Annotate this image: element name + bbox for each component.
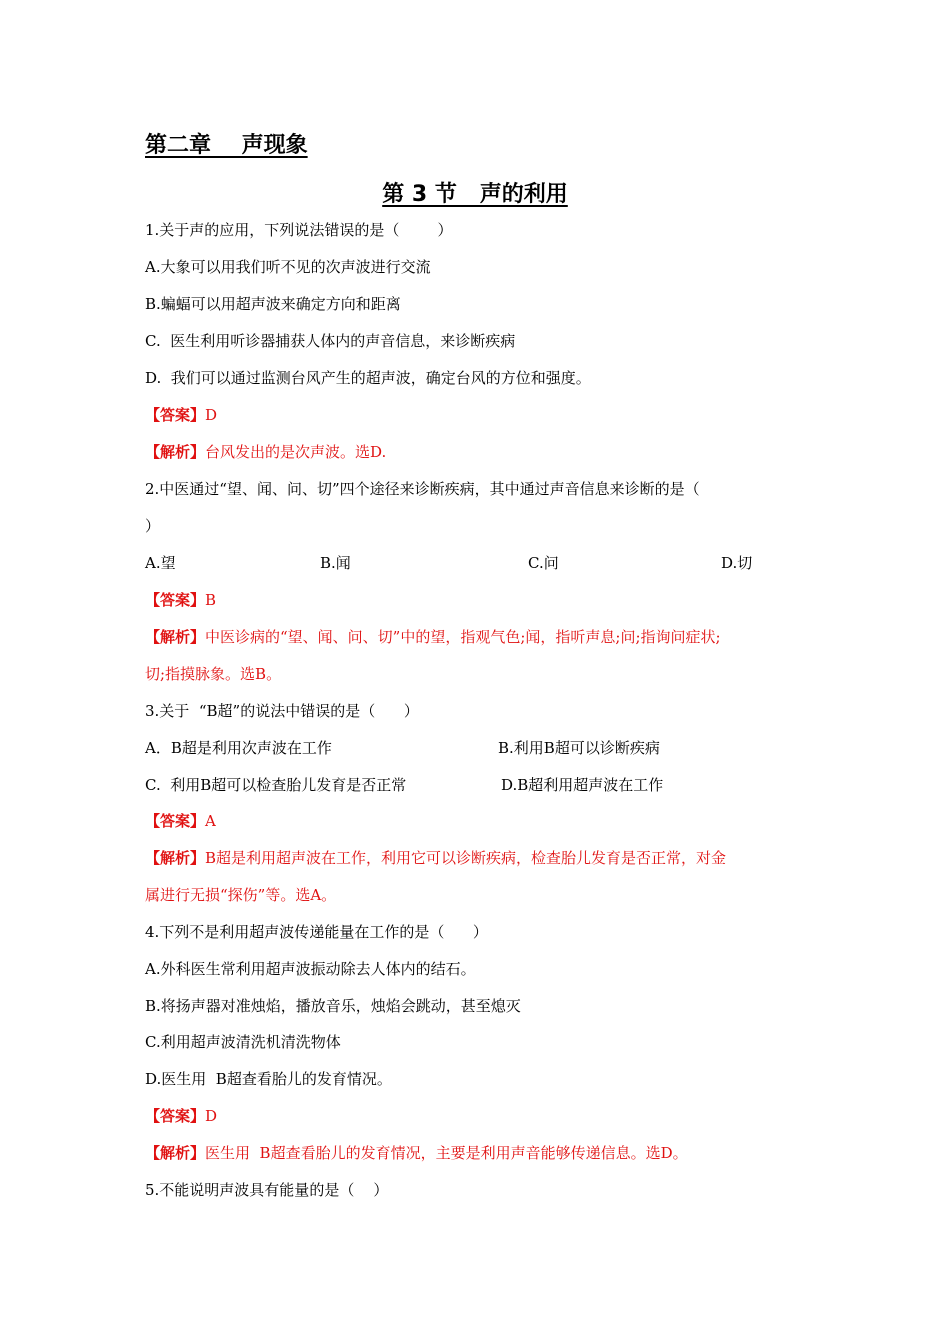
question-4-analysis bbox=[145, 1143, 688, 1163]
question-1-answer bbox=[145, 405, 217, 425]
question-2-stem-cont: ） bbox=[145, 517, 161, 535]
question-1-stem: 1.关于声的应用，下列说法错误的是（ ） bbox=[145, 221, 453, 239]
analysis-label: 【解析】 bbox=[145, 1144, 206, 1162]
question-3-analysis bbox=[145, 848, 726, 868]
question-4-answer bbox=[145, 1106, 217, 1126]
answer-value: A bbox=[205, 812, 216, 830]
analysis-text: 中医诊病的“望、闻、问、切”中的望，指观气色;闻，指听声息;问;指询问症状; bbox=[205, 628, 721, 646]
question-3-analysis-cont: 属进行无损“探伤”等。选A。 bbox=[145, 886, 337, 904]
answer-label: 【答案】 bbox=[145, 1107, 206, 1125]
answer-value: D bbox=[205, 406, 218, 424]
question-2-answer bbox=[145, 590, 216, 610]
question-1-option-a: A.大象可以用我们听不见的次声波进行交流 bbox=[145, 258, 431, 276]
answer-value: D bbox=[205, 1107, 218, 1125]
question-4-option-d: D.医生用 B超查看胎儿的发育情况。 bbox=[145, 1070, 392, 1088]
question-2-option-a: A.望 bbox=[145, 554, 176, 572]
answer-label: 【答案】 bbox=[145, 406, 206, 424]
question-1-analysis bbox=[145, 442, 386, 462]
question-3-option-c: C. 利用B超可以检查胎儿发育是否正常 bbox=[145, 776, 407, 794]
question-3-answer bbox=[145, 811, 216, 831]
chapter-title: 第二章 声现象 bbox=[145, 133, 308, 158]
question-2-analysis bbox=[145, 627, 721, 647]
analysis-label: 【解析】 bbox=[145, 628, 206, 646]
question-3-stem: 3.关于 “B超”的说法中错误的是（ ） bbox=[145, 702, 419, 720]
question-1-option-c: C. 医生利用听诊器捕获人体内的声音信息，来诊断疾病 bbox=[145, 332, 516, 350]
question-2-option-b: B.闻 bbox=[320, 554, 351, 572]
question-2-stem: 2.中医通过“望、闻、问、切”四个途径来诊断疾病，其中通过声音信息来诊断的是（ bbox=[145, 480, 700, 498]
analysis-label: 【解析】 bbox=[145, 849, 206, 867]
answer-label: 【答案】 bbox=[145, 591, 206, 609]
question-1-option-d: D. 我们可以通过监测台风产生的超声波，确定台风的方位和强度。 bbox=[145, 369, 591, 387]
question-2-option-d: D.切 bbox=[721, 554, 753, 572]
analysis-text: 台风发出的是次声波。选D. bbox=[205, 443, 387, 461]
question-3-option-b: B.利用B超可以诊断疾病 bbox=[498, 739, 660, 757]
question-1-option-b: B.蝙蝠可以用超声波来确定方向和距离 bbox=[145, 295, 401, 313]
question-5-stem: 5.不能说明声波具有能量的是（ ） bbox=[145, 1181, 389, 1199]
question-4-stem: 4.下列不是利用超声波传递能量在工作的是（ ） bbox=[145, 923, 488, 941]
question-4-option-a: A.外科医生常利用超声波振动除去人体内的结石。 bbox=[145, 960, 476, 978]
question-3-option-a: A．B超是利用次声波在工作 bbox=[145, 739, 332, 757]
question-4-option-c: C.利用超声波清洗机清洗物体 bbox=[145, 1033, 341, 1051]
analysis-text: 医生用 B超查看胎儿的发育情况，主要是利用声音能够传递信息。选D。 bbox=[205, 1144, 688, 1162]
answer-value: B bbox=[205, 591, 217, 609]
question-2-analysis-cont: 切;指摸脉象。选B。 bbox=[145, 665, 282, 683]
answer-label: 【答案】 bbox=[145, 812, 206, 830]
analysis-text: B超是利用超声波在工作，利用它可以诊断疾病，检查胎儿发育是否正常，对金 bbox=[205, 849, 727, 867]
question-4-option-b: B.将扬声器对准烛焰，播放音乐，烛焰会跳动，甚至熄灭 bbox=[145, 997, 521, 1015]
question-3-option-d: D.B超利用超声波在工作 bbox=[501, 776, 664, 794]
question-2-option-c: C.问 bbox=[528, 554, 559, 572]
analysis-label: 【解析】 bbox=[145, 443, 206, 461]
section-title: 第 3 节 声的利用 bbox=[382, 182, 568, 207]
